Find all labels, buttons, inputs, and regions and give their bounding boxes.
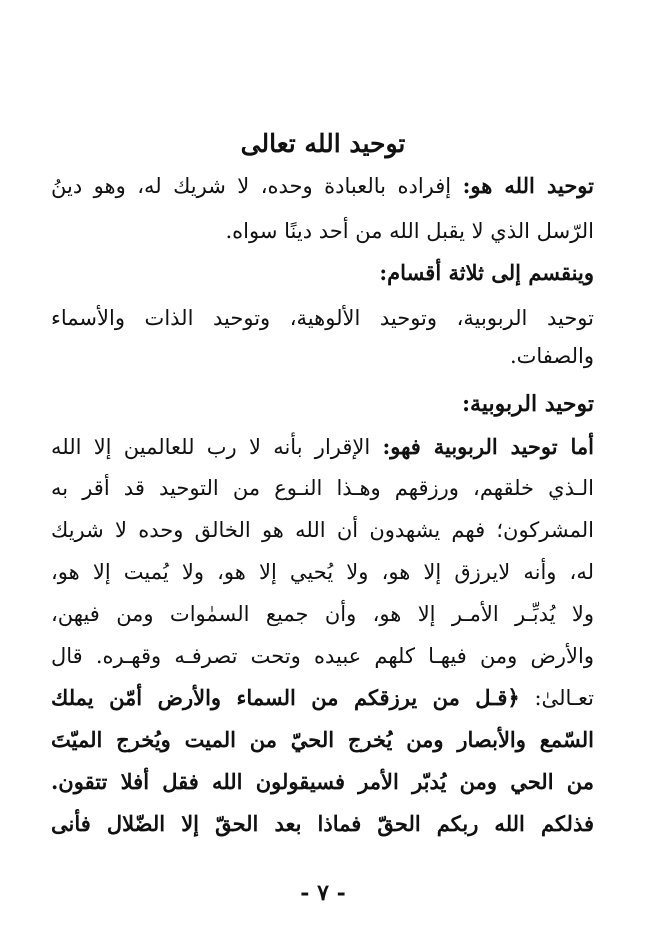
definition-term: توحيد الله هو: [462,173,594,198]
quran-quote-2: السّمع والأبصار ومن يُخرج الحيّ من الميت ويُخرج الميّتَ [51,727,594,752]
rububiyya-line-5: ولا يُدبِّـر الأمـر إلا هو، وأن جميع السمٰوات ومن فيهن، [51,602,594,626]
divisions-heading: وينقسم إلى ثلاثة أقسام: [379,260,594,285]
definition-line-1 [51,166,594,206]
definition-text: إفراده بالعبادة وحده، لا شريك له، وهو دينُ [51,174,452,198]
quran-quote-4: فذلكم الله ربكم الحقّ فماذا بعد الحقّ إلا الضّلال فأنى [51,811,594,836]
quran-quote-1: ﴿قـل من يرزقكم من السماء والأرض أمّن يملك [51,685,520,710]
definition-line-2: الرّسل الذي لا يقبل الله من أحد دينًا سواه. [225,219,594,243]
quote-intro: تعـالىٰ: [534,686,594,710]
quote-line-1 [51,678,594,718]
divisions-line-1: توحيد الربوبية، وتوحيد الألوهية، وتوحيد الذات والأسماء [51,306,594,330]
rububiyya-line-1-text: الإقرار بأنه لا رب للعالمين إلا الله [51,435,371,459]
rububiyya-heading: توحيد الربوبية: [461,391,594,417]
quran-quote-3: من الحي ومن يُدبّر الأمر فسيقولون الله فقل أفلا تتقون. [51,769,594,794]
rububiyya-line-2: الـذي خلقهم، ورزقهم وهـذا النـوع من التوحيد قد أقر به [51,476,594,500]
rububiyya-line-6: والأرض ومن فيهـا كلهم عبيده وتحت تصرفـه وقهـره. قال [51,644,594,668]
page-number: - ٧ - [300,880,346,906]
page-title: توحيد الله تعالى [240,129,406,158]
rububiyya-lead: أما توحيد الربوبية فهو: [382,434,594,459]
divisions-line-2: والصفات. [509,344,594,368]
rububiyya-line-3: المشركون؛ فهم يشهدون أن الله هو الخالق وحده لا شريك [51,518,594,542]
rububiyya-line-4: له، وأنه لايرزق إلا هو، ولا يُحيي إلا هو، ولا يُميت إلا هو، [51,560,594,584]
rububiyya-line-1 [51,427,594,467]
